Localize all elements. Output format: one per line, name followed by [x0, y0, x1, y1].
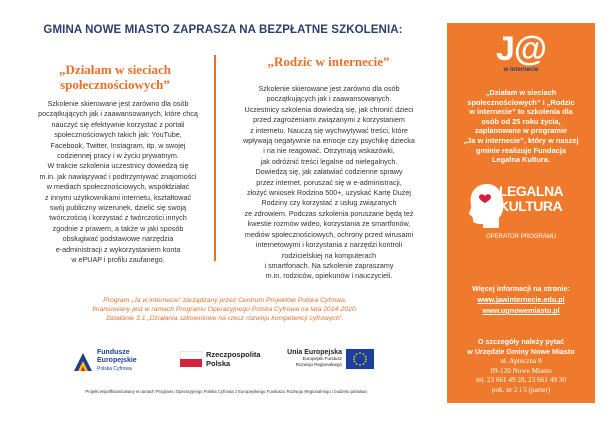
- rp-label-2: Polska: [206, 358, 231, 368]
- left-text-line: Facebook, Twitter, Instagram, itp. w swojej: [50, 140, 186, 150]
- address-line: 09-120 Nowe Miasto: [490, 366, 552, 375]
- address-line: tel. 23 661 49 28, 23 661 49 30: [476, 376, 566, 385]
- right-text-line: przed zagrożeniami związanymi z korzystaniem: [253, 115, 405, 125]
- right-text-line: ze zdrowiem. Podczas szkolenia poruszane będą też: [244, 208, 414, 218]
- right-text-line: Dowiedzą się, jak załatwiać codzienne sprawy: [255, 167, 403, 177]
- left-text-line: początkujących jak i zaawansowanych, które chcą: [38, 109, 198, 119]
- left-text-line: e-administracji z wykorzystaniem konta: [55, 244, 181, 254]
- address-line: pok. nr 2 i 5 (parter): [491, 385, 551, 394]
- program-line-3: Działanie 3.1 „Działania szkoleniowe na rzecz rozwoju kompetencji cyfrowych”.: [106, 315, 344, 323]
- polish-flag-icon: [180, 351, 202, 367]
- ue-label-2: Europejski Fundusz: [302, 356, 342, 361]
- left-text-line: m.in. jak nawiązywać i podtrzymywać znajomości: [39, 171, 197, 181]
- lk-label-1: LEGALNA: [499, 183, 564, 199]
- right-text-line: internetowymi i korzystania z narzędzi kontroli: [255, 240, 403, 250]
- right-text-line: Szkolenie skierowane jest zarówno dla osób: [258, 84, 400, 93]
- ask-line-1: O szczegóły należy pytać: [477, 337, 565, 346]
- more-info-label: Więcej informacji na stronie:: [472, 284, 570, 293]
- lk-label-2: KULTURA: [499, 198, 563, 214]
- ja-w-internecie-logo: J@: [495, 30, 547, 68]
- left-text-line: zgodnie z prawem, a także w jaki sposób: [52, 223, 184, 233]
- ue-label-3: Rozwoju Regionalnego: [295, 362, 342, 367]
- link-jawinternecie[interactable]: www.jawinternecie.edu.pl: [477, 295, 565, 304]
- left-column-text: [18, 99, 218, 266]
- right-text-line: przez internet, poruszać się w e-administracji,: [256, 177, 402, 187]
- panel-intro-line: społecznościowych” i „Rodzic: [467, 97, 575, 107]
- page-heading: GMINA NOWE MIASTO ZAPRASZA NA BEZPŁATNE SZKOLENIA:: [43, 24, 403, 36]
- column-divider: [214, 55, 216, 261]
- right-text-line: początkujących jak i zaawansowanych.: [266, 94, 392, 104]
- right-text-line: Uczestnicy szkolenia dowiedzą się, jak chronić dzieci: [244, 104, 414, 114]
- panel-intro-line: „Działam w sieciach: [485, 88, 557, 97]
- right-text-line: m.in. rodziców, opiekunów i nauczycieli.: [265, 271, 393, 281]
- eu-flag-icon: [346, 349, 374, 369]
- panel-intro-line: zaplanowane w programie: [475, 126, 567, 136]
- left-text-line: obsługiwać podstawowe narzędzia: [62, 234, 174, 244]
- info-panel: [447, 23, 595, 403]
- left-text-line: z innymi użytkownikami internetu, kształtować: [44, 192, 192, 202]
- left-text-line: swój publiczny wizerunek, dzielić się swoją: [49, 203, 187, 213]
- panel-intro-text: [453, 88, 589, 165]
- lk-caption: OPERATOR PROGRAMU: [485, 234, 557, 240]
- left-text-line: W trakcie szkolenia uczestnicy dowiedzą się: [47, 161, 189, 171]
- legalna-kultura-logo: [465, 178, 577, 250]
- left-text-line: codziennej pracy i w życiu prywatnym.: [57, 151, 179, 161]
- eu-logo: [282, 347, 402, 377]
- right-text-line: rodzicielskiej na komputerach: [281, 250, 377, 260]
- left-text-line: twórczością i korzystać z twórczości innych: [49, 213, 187, 223]
- left-title-line-1: „Działam w sieciach: [59, 62, 171, 77]
- left-text-line: Szkolenie skierowane jest zarówno dla osób: [47, 99, 189, 108]
- panel-intro-line: gminie realizuje Fundacja: [476, 145, 566, 155]
- right-text-line: mediów społecznościowych, ochrony przed wirusami: [244, 229, 414, 239]
- right-text-line: kwestie rozmów wideo, korzystania ze smartfonów,: [247, 219, 411, 229]
- program-line-1: Program „Ja w internecie” zarządzany przez Centrum Projektów Polska Cyfrowa,: [103, 297, 347, 304]
- ue-label-1: Unia Europejska: [287, 349, 342, 356]
- right-text-line: wpływają negatywnie na emocje czy psychikę dziecka: [243, 136, 415, 146]
- fundusze-europejskie-logo: [72, 347, 162, 377]
- panel-intro-line: „Ja w internecie”, który w naszej: [463, 135, 579, 145]
- funding-logos: [72, 347, 402, 377]
- left-text-line: społecznościowych takich jak: YouTube,: [54, 130, 182, 140]
- link-ugnowemiasto[interactable]: www.ugnowemiasto.pl: [482, 306, 560, 315]
- rzeczpospolita-logo: [180, 347, 270, 377]
- right-column-text: [222, 84, 436, 282]
- right-text-line: i na nie reagować. Otrzymają wskazówki,: [263, 146, 395, 156]
- panel-intro-line: osób od 25 roku życia,: [481, 116, 561, 126]
- fe-label-1: Fundusze: [97, 349, 130, 356]
- cofinancing-footnote: Projekt współfinansowany w ramach Programu Operacyjnego Polska Cyfrowa z Europejskiego Funduszu Rozwoju Regionalnego i budżetu państwa: [85, 389, 367, 394]
- program-line-2: finansowany jest w ramach Programu Operacyjnego Polska Cyfrowa na lata 2014-2020.: [92, 306, 358, 314]
- address-line: ul. Apteczna 8: [500, 357, 542, 365]
- left-text-line: w mediach społecznościowych, współdziałać: [46, 182, 190, 192]
- left-column-title: [30, 62, 200, 92]
- left-title-line-2: społecznościowych”: [60, 77, 170, 92]
- fe-label-3: Polska Cyfrowa: [97, 366, 132, 372]
- left-text-line: nauczyć się efektywnie korzystać z portali: [51, 119, 185, 129]
- address-block: [447, 357, 595, 395]
- program-info: [20, 296, 430, 324]
- right-text-line: jak odróżnić treści legalne od nielegalnych.: [260, 156, 398, 166]
- right-text-line: złożyć wniosek Rodzina 500+, uzyskać Kartę Dużej: [247, 188, 411, 198]
- right-text-line: z internetu. Nauczą się wychwytywać treści, które: [250, 125, 408, 135]
- rp-label-1: Rzeczpospolita: [206, 350, 261, 359]
- fe-label-2: Europejskie: [97, 357, 137, 364]
- panel-intro-line: w internecie” to szkolenia dla: [469, 107, 573, 117]
- right-column-title: „Rodzic w internecie”: [267, 54, 390, 69]
- contact-block: [447, 337, 595, 356]
- ja-logo-caption: w internecie: [503, 67, 539, 73]
- right-text-line: i smartfonach. Na szkolenie zapraszamy: [264, 260, 394, 270]
- left-text-line: w ePUAP i profilu zaufanego.: [71, 255, 165, 265]
- ask-line-2: w Urzędzie Gminy Nowe Miasto: [467, 346, 575, 356]
- right-text-line: Rodziny czy korzystać z usług związanych: [261, 198, 397, 208]
- panel-intro-line: Legalna Kultura.: [492, 155, 550, 165]
- fundusze-emblem-icon: [72, 349, 94, 373]
